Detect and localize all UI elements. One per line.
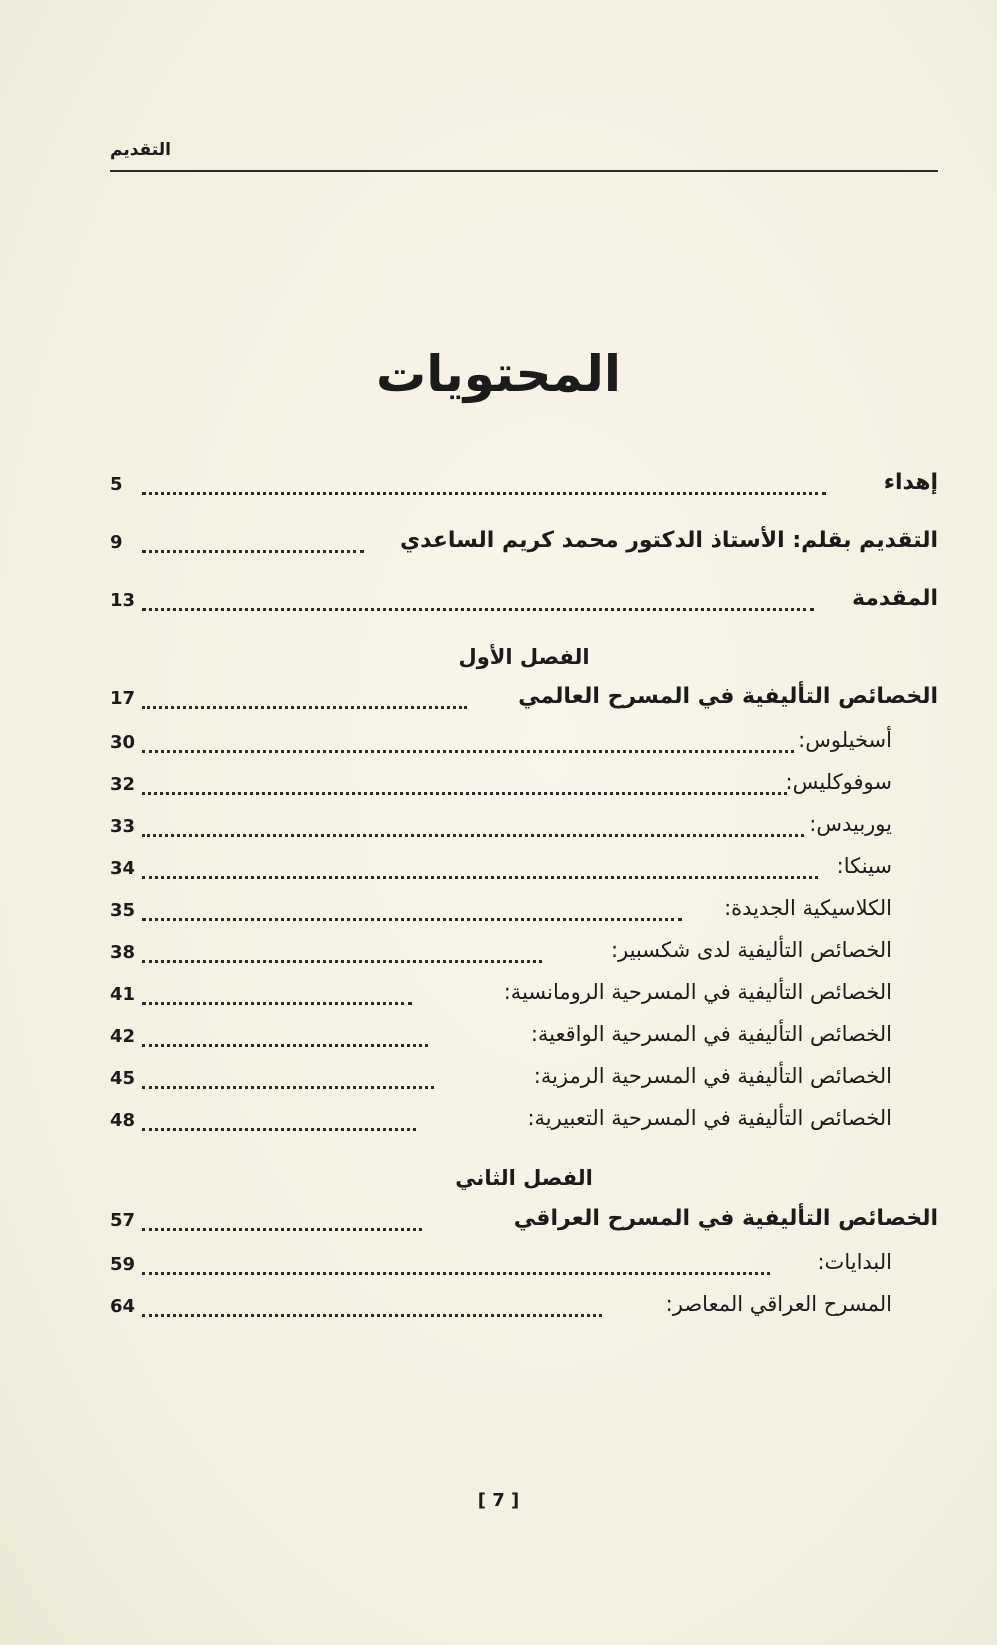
toc-leader-dots <box>142 706 467 709</box>
toc-leader-dots <box>142 876 818 879</box>
toc-subentry[interactable] <box>110 1022 938 1056</box>
toc-leader-dots <box>142 608 814 611</box>
toc-subentry[interactable] <box>110 1064 938 1098</box>
toc-leader-dots <box>142 492 826 495</box>
toc-leader-dots <box>142 1086 434 1089</box>
toc-entry-dedication[interactable] <box>110 470 938 504</box>
toc-subentry[interactable] <box>110 728 938 762</box>
toc-entry-label: سوفوكليس: <box>785 770 892 794</box>
toc-leader-dots <box>142 834 804 837</box>
toc-page-number: 33 <box>110 816 136 837</box>
toc-leader-dots <box>142 1128 416 1131</box>
chapter1-title: الفصل الأول <box>458 645 590 669</box>
toc-entry-label: الخصائص التأليفية في المسرحية الرومانسية: <box>503 980 892 1004</box>
toc-entry-label: البدايات: <box>817 1250 892 1274</box>
toc-page-number: 13 <box>110 590 136 611</box>
toc-subentry[interactable] <box>110 896 938 930</box>
toc-leader-dots <box>142 1272 770 1275</box>
chapter2-title: الفصل الثاني <box>455 1166 593 1190</box>
toc-page-number: 5 <box>110 474 123 495</box>
page-number-footer: [ 7 ] <box>477 1490 520 1511</box>
toc-entry-label: الخصائص التأليفية في المسرحية الواقعية: <box>530 1022 892 1046</box>
toc-page-number: 41 <box>110 984 136 1005</box>
toc-entry-introduction[interactable] <box>110 586 938 620</box>
toc-leader-dots <box>142 1044 428 1047</box>
toc-subentry[interactable] <box>110 1250 938 1284</box>
toc-page-number: 38 <box>110 942 136 963</box>
toc-page-number: 45 <box>110 1068 136 1089</box>
page-title: المحتويات <box>375 345 622 403</box>
toc-page-number: 30 <box>110 732 136 753</box>
toc-page-number: 9 <box>110 532 123 553</box>
toc-chapter1-heading[interactable] <box>110 684 938 718</box>
toc-entry-label: يوربيدس: <box>809 812 892 836</box>
toc-entry-label: الخصائص التأليفية في المسرح العراقي <box>513 1206 938 1231</box>
toc-entry-label: الخصائص التأليفية في المسرحية الرمزية: <box>533 1064 892 1088</box>
table-of-contents <box>110 0 938 1645</box>
toc-leader-dots <box>142 1314 602 1317</box>
running-header-title: التقديم <box>110 140 171 160</box>
toc-page-number: 42 <box>110 1026 136 1047</box>
toc-page-number: 34 <box>110 858 136 879</box>
toc-subentry[interactable] <box>110 812 938 846</box>
toc-page-number: 57 <box>110 1210 136 1231</box>
toc-entry-label: الخصائص التأليفية في المسرحية التعبيرية: <box>527 1106 892 1130</box>
toc-entry-label: سينكا: <box>836 854 892 878</box>
toc-subentry[interactable] <box>110 854 938 888</box>
toc-leader-dots <box>142 550 364 553</box>
toc-page-number: 64 <box>110 1296 136 1317</box>
toc-entry-label: الخصائص التأليفية في المسرح العالمي <box>518 684 938 709</box>
toc-page-number: 17 <box>110 688 136 709</box>
toc-entry-label: إهداء <box>883 470 938 495</box>
toc-subentry[interactable] <box>110 1292 938 1326</box>
toc-subentry[interactable] <box>110 938 938 972</box>
toc-entry-label: المقدمة <box>851 586 938 611</box>
toc-leader-dots <box>142 750 794 753</box>
toc-chapter2-heading[interactable] <box>110 1206 938 1240</box>
toc-page-number: 32 <box>110 774 136 795</box>
toc-entry-label: الخصائص التأليفية لدى شكسبير: <box>610 938 892 962</box>
toc-leader-dots <box>142 918 682 921</box>
toc-entry-label: أسخيلوس: <box>798 728 892 752</box>
toc-subentry[interactable] <box>110 1106 938 1140</box>
toc-leader-dots <box>142 960 542 963</box>
toc-leader-dots <box>142 1228 422 1231</box>
toc-leader-dots <box>142 1002 412 1005</box>
toc-page-number: 35 <box>110 900 136 921</box>
toc-entry-label: التقديم بقلم: الأستاذ الدكتور محمد كريم الساعدي <box>399 528 938 553</box>
toc-entry-label: الكلاسيكية الجديدة: <box>724 896 892 920</box>
toc-entry-foreword[interactable] <box>110 528 938 562</box>
toc-page-number: 48 <box>110 1110 136 1131</box>
toc-subentry[interactable] <box>110 980 938 1014</box>
toc-leader-dots <box>142 792 787 795</box>
toc-entry-label: المسرح العراقي المعاصر: <box>665 1292 892 1316</box>
toc-page-number: 59 <box>110 1254 136 1275</box>
toc-subentry[interactable] <box>110 770 938 804</box>
